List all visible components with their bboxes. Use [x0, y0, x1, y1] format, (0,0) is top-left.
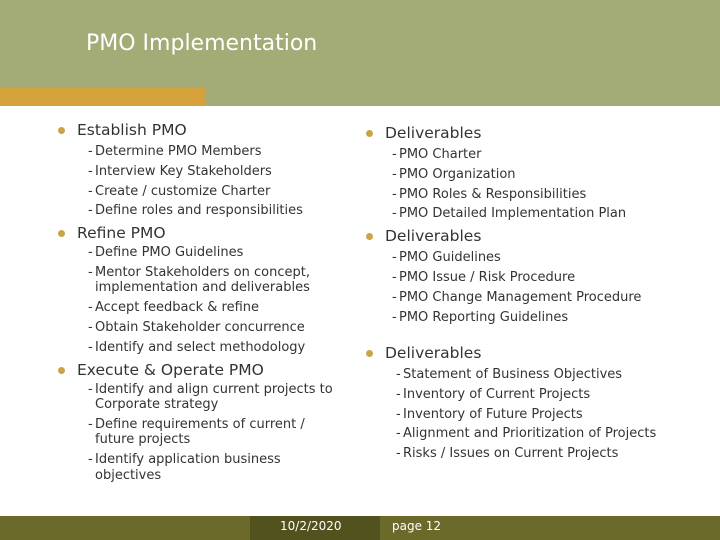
page-title: PMO Implementation: [86, 31, 318, 56]
sub-list: [364, 367, 714, 462]
bullet-icon: [58, 230, 65, 237]
sub-list: [56, 144, 346, 219]
section-deliverables-3: [364, 343, 714, 462]
list-item: - PMO Change Management Procedure: [392, 289, 642, 305]
list-item: - Interview Key Stakeholders: [88, 163, 272, 179]
list-item: - PMO Roles & Responsibilities: [392, 186, 587, 202]
list-item: - Define requirements of current / future projects: [88, 416, 305, 448]
bullet-icon: [366, 350, 373, 357]
sub-list: [364, 250, 714, 325]
list-item: - Accept feedback & refine: [88, 300, 260, 316]
section-heading: Deliverables: [364, 123, 714, 143]
accent-bar-orange: [0, 88, 205, 106]
list-item: - PMO Reporting Guidelines: [392, 309, 569, 325]
list-item: - Define PMO Guidelines: [88, 245, 244, 261]
list-item: - PMO Charter: [392, 147, 482, 162]
bullet-icon: [366, 130, 373, 137]
bullet-icon: [58, 127, 65, 134]
list-item: - Identify and select methodology: [88, 339, 306, 355]
list-item: - Create / customize Charter: [88, 183, 271, 199]
section-deliverables-2: [364, 226, 714, 325]
section-refine: [56, 223, 346, 355]
list-item: - Statement of Business Objectives: [396, 367, 623, 383]
list-item: - Alignment and Prioritization of Projects: [396, 426, 657, 442]
section-heading: Execute & Operate PMO: [56, 360, 346, 380]
sub-list: [56, 245, 346, 355]
sub-list: [364, 147, 714, 222]
bullet-icon: [58, 367, 65, 374]
section-heading: Refine PMO: [56, 223, 346, 243]
section-heading: Deliverables: [364, 343, 714, 363]
list-item: - Identify and align current projects to Corporate strategy: [88, 381, 333, 413]
page-number: page 12: [392, 519, 442, 533]
section-deliverables-1: [364, 123, 714, 222]
list-item: - Identify application business objectives: [88, 452, 281, 483]
bullet-icon: [366, 233, 373, 240]
list-item: - Inventory of Current Projects: [396, 386, 591, 402]
right-column: [364, 123, 714, 466]
list-item: - Define roles and responsibilities: [88, 203, 303, 219]
list-item: - PMO Organization: [392, 166, 516, 182]
list-item: - PMO Issue / Risk Procedure: [392, 269, 576, 285]
list-item: - PMO Detailed Implementation Plan: [392, 206, 627, 222]
sub-list: [56, 382, 346, 484]
list-item: - PMO Guidelines: [392, 250, 501, 266]
footer-date: 10/2/2020: [280, 519, 342, 533]
list-item: - Inventory of Future Projects: [396, 406, 583, 422]
list-item: - Determine PMO Members: [88, 144, 262, 159]
section-heading: Establish PMO: [56, 120, 346, 140]
section-execute: [56, 360, 346, 484]
accent-bar-green: [205, 88, 720, 106]
list-item: - Obtain Stakeholder concurrence: [88, 320, 305, 336]
left-column: [56, 120, 346, 488]
section-heading: Deliverables: [364, 226, 714, 246]
section-establish: [56, 120, 346, 219]
list-item: - Mentor Stakeholders on concept, implementation and deliverables: [88, 264, 310, 296]
list-item: - Risks / Issues on Current Projects: [396, 446, 619, 462]
